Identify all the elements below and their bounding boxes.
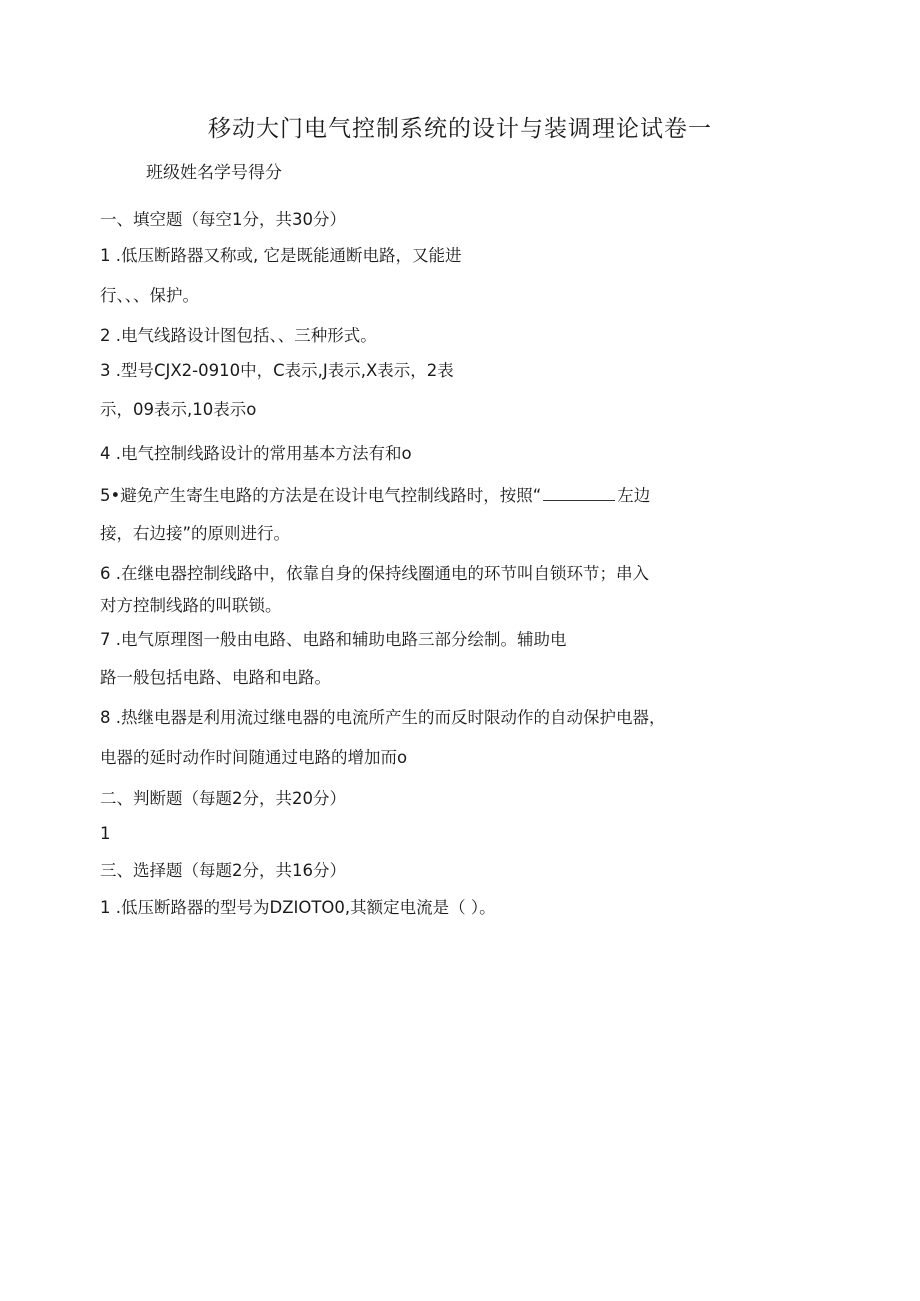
section-heading-true-false: 二、判断题（每题2分，共20分） [100,789,346,808]
question-line: 电器的延时动作时间随通过电路的增加而o [100,748,408,767]
question-line: 接，右边接”的原则进行。 [100,524,291,543]
question-line-5 [100,484,650,508]
section-heading-fill-in: 一、填空题（每空1分，共30分） [100,210,346,229]
question-line: 对方控制线路的叫联锁。 [100,596,282,615]
question-text: 5•避免产生寄生电路的方法是在设计电气控制线路时，按照“ [100,486,542,505]
exam-title: 移动大门电气控制系统的设计与装调理论试卷一 [208,116,712,142]
question-line: 路一般包括电路、电路和电路。 [100,668,331,687]
header-fields: 班级姓名学号得分 [146,163,282,183]
question-line: 6 .在继电器控制线路中，依靠自身的保持线圈通电的环节叫自锁环节；串入 [100,564,649,583]
question-line: 1 .低压断路器又称或, 它是既能通断电路，又能进 [100,246,462,265]
question-line: 1 [100,824,111,843]
question-line: 7 .电气原理图一般由电路、电路和辅助电路三部分绘制。辅助电 [100,630,567,649]
question-line: 3 .型号CJX2-0910中，C表示,J表示,X表示，2表 [100,361,454,380]
answer-blank [543,484,615,501]
question-line: 示，09表示,10表示o [100,400,257,419]
question-line: 1 .低压断路器的型号为DZIOTO0,其额定电流是（ ）。 [100,898,496,917]
question-line: 4 .电气控制线路设计的常用基本方法有和o [100,444,412,463]
question-line: 8 .热继电器是利用流过继电器的电流所产生的而反时限动作的自动保护电器， [100,708,666,727]
question-line: 行、、、保护。 [100,286,199,305]
question-line: 2 .电气线路设计图包括、、三种形式。 [100,326,377,345]
question-text: 左边 [617,486,651,505]
section-heading-multiple-choice: 三、选择题（每题2分，共16分） [100,861,346,880]
